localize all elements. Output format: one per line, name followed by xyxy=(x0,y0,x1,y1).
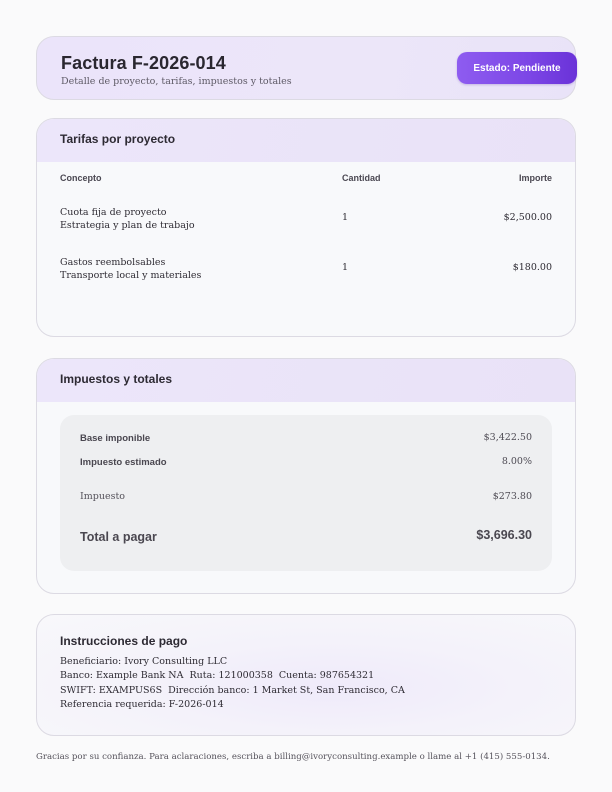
footer-note: Gracias por su confianza. Para aclaraciones, escriba a billing@ivoryconsulting.example o llame al +1 (415) 555-0134. xyxy=(36,752,550,762)
payment-beneficiary: Beneficiario: Ivory Consulting LLC xyxy=(60,656,228,667)
column-header-cantidad: Cantidad xyxy=(342,173,381,183)
concept-detail: Estrategia y plan de trabajo xyxy=(60,220,195,231)
tarifas-title: Tarifas por proyecto xyxy=(60,132,176,146)
impuestos-header xyxy=(37,359,575,402)
amount-cell: $2,500.00 xyxy=(503,212,552,223)
payment-instructions xyxy=(36,614,576,736)
tarifas-header xyxy=(37,119,575,162)
concept-name: Gastos reembolsables xyxy=(60,257,166,268)
totals-box xyxy=(60,415,552,571)
payment-bank: Banco: Example Bank NA Ruta: 121000358 Cuenta: 987654321 xyxy=(60,670,375,682)
impuestos-title: Impuestos y totales xyxy=(60,372,173,386)
impuestos-section xyxy=(36,358,576,594)
concept-cell xyxy=(60,256,201,282)
base-label: Base imponible xyxy=(80,433,151,444)
quantity-cell: 1 xyxy=(342,212,349,223)
tarifas-section xyxy=(36,118,576,337)
quantity-cell: 1 xyxy=(342,262,349,273)
invoice-header xyxy=(36,36,576,100)
base-value: $3,422.50 xyxy=(483,432,532,443)
status-badge: Estado: Pendiente xyxy=(457,52,577,84)
invoice-subtitle: Detalle de proyecto, tarifas, impuestos y totales xyxy=(61,76,292,87)
amount-cell: $180.00 xyxy=(512,262,552,273)
table-row xyxy=(37,256,575,286)
concept-name: Cuota fija de proyecto xyxy=(60,207,167,218)
invoice-title: Factura F-2026-014 xyxy=(61,53,226,73)
rate-label: Impuesto estimado xyxy=(80,457,167,468)
payment-details xyxy=(60,655,405,712)
payment-swift: SWIFT: EXAMPUS6S Dirección banco: 1 Market St, San Francisco, CA xyxy=(60,684,405,696)
concept-cell xyxy=(60,206,195,232)
column-header-concepto: Concepto xyxy=(60,173,102,183)
payment-title: Instrucciones de pago xyxy=(60,634,188,648)
column-header-importe: Importe xyxy=(518,173,552,183)
table-row xyxy=(37,206,575,236)
tax-label: Impuesto xyxy=(80,491,125,502)
concept-detail: Transporte local y materiales xyxy=(60,270,202,281)
rate-value: 8.00% xyxy=(501,456,532,467)
payment-reference: Referencia requerida: F-2026-014 xyxy=(60,698,224,710)
tax-value: $273.80 xyxy=(492,491,532,502)
total-value: $3,696.30 xyxy=(476,528,532,542)
total-label: Total a pagar xyxy=(80,530,157,544)
